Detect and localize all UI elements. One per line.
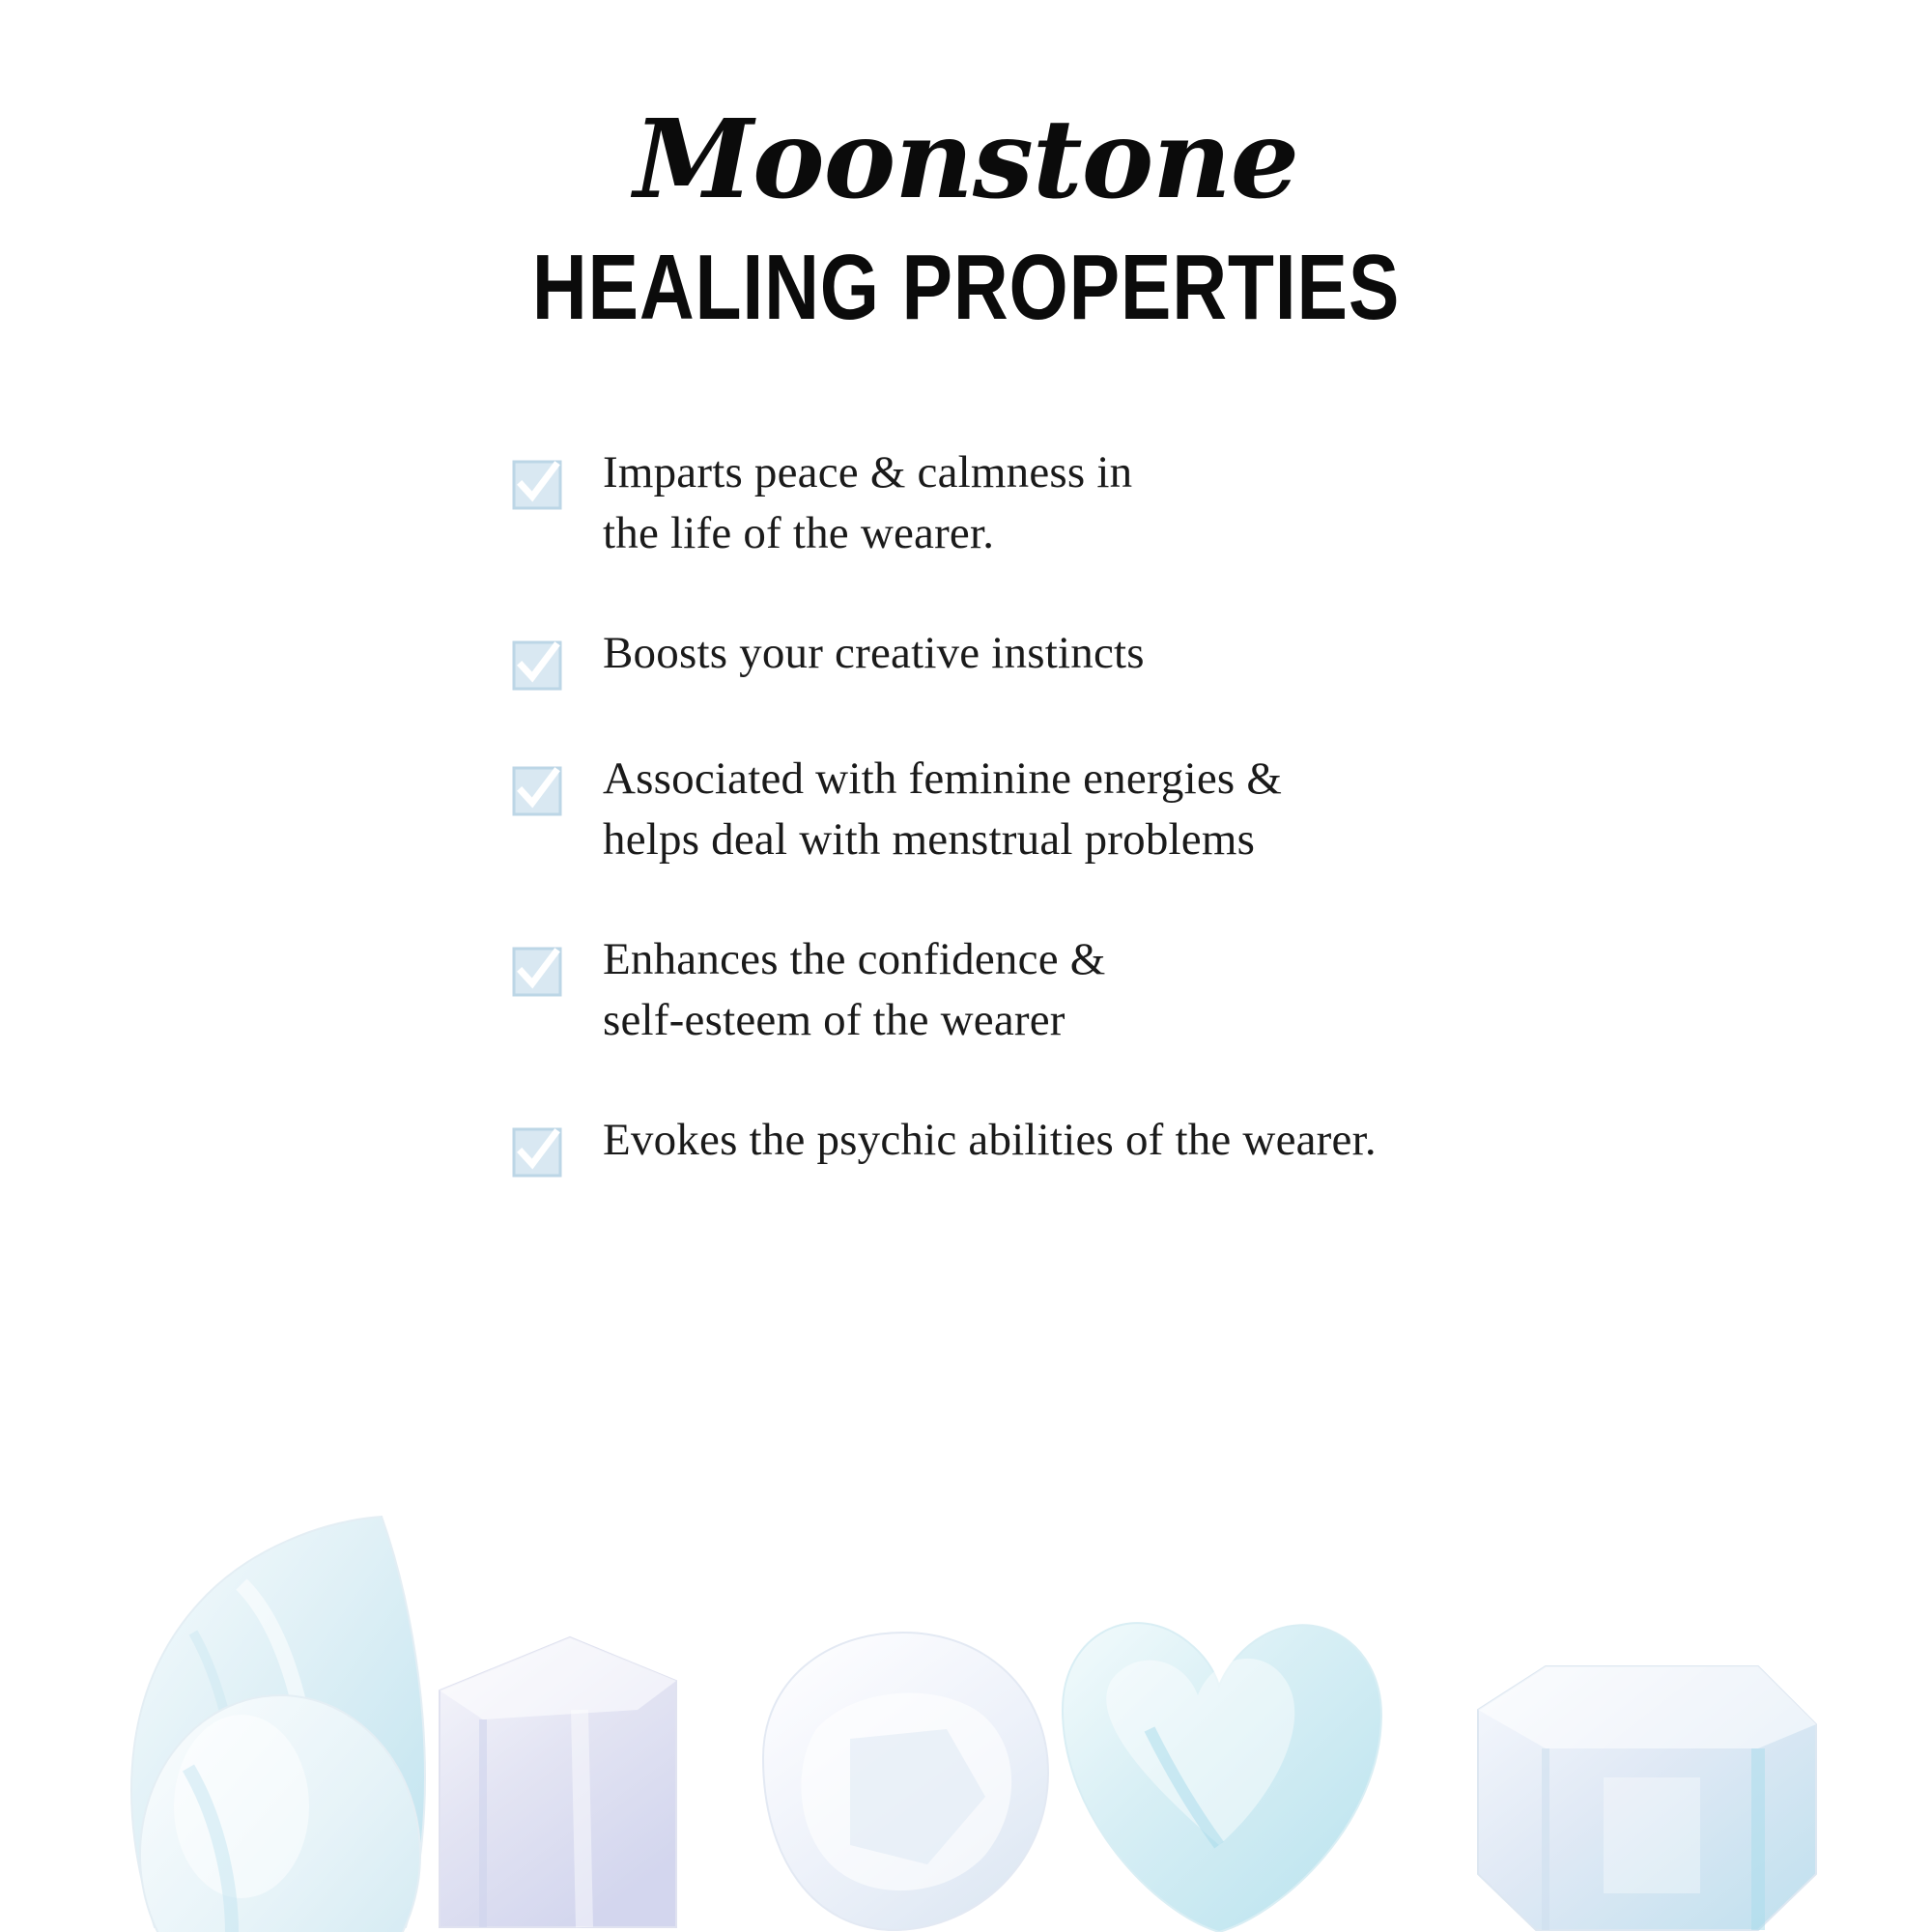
list-item bbox=[512, 929, 1816, 1050]
page-title-main: HEALING PROPERTIES bbox=[531, 236, 1401, 339]
list-item bbox=[512, 442, 1816, 563]
checkbox-checked-icon bbox=[512, 1127, 562, 1178]
checkbox-checked-icon bbox=[512, 947, 562, 997]
heart-cut-stone bbox=[1063, 1623, 1381, 1932]
list-item-text bbox=[603, 623, 1145, 684]
checkbox-checked-icon bbox=[512, 460, 562, 510]
list-item-line-1: Imparts peace & calmness in bbox=[603, 447, 1133, 497]
list-item-text bbox=[603, 749, 1282, 869]
list-item-line-1: Boosts your creative instincts bbox=[603, 628, 1145, 678]
list-item-line-2: helps deal with menstrual problems bbox=[603, 813, 1256, 865]
list-item-line-1: Evokes the psychic abilities of the wearer. bbox=[603, 1115, 1377, 1165]
healing-properties-list bbox=[0, 334, 1932, 1178]
emerald-cut-stone bbox=[440, 1637, 676, 1927]
checkbox-checked-icon bbox=[512, 766, 562, 816]
checkbox-checked-icon bbox=[512, 640, 562, 691]
list-item-line-2: the life of the wearer. bbox=[603, 507, 995, 558]
pear-faceted-stone bbox=[763, 1633, 1048, 1930]
list-item-line-2: self-esteem of the wearer bbox=[603, 994, 1065, 1045]
cushion-cut-stone bbox=[1478, 1666, 1816, 1930]
list-item bbox=[512, 1110, 1816, 1178]
list-item-text bbox=[603, 929, 1105, 1050]
list-item-line-1: Enhances the confidence & bbox=[603, 934, 1106, 984]
page-title-script: Moonstone bbox=[634, 97, 1298, 223]
moonstone-gemstones-illustration bbox=[0, 1391, 1932, 1932]
list-item-text bbox=[603, 442, 1132, 563]
list-item bbox=[512, 623, 1816, 691]
list-item-line-1: Associated with feminine energies & bbox=[603, 753, 1283, 804]
header bbox=[0, 0, 1932, 339]
list-item bbox=[512, 749, 1816, 869]
list-item-text bbox=[603, 1110, 1377, 1171]
